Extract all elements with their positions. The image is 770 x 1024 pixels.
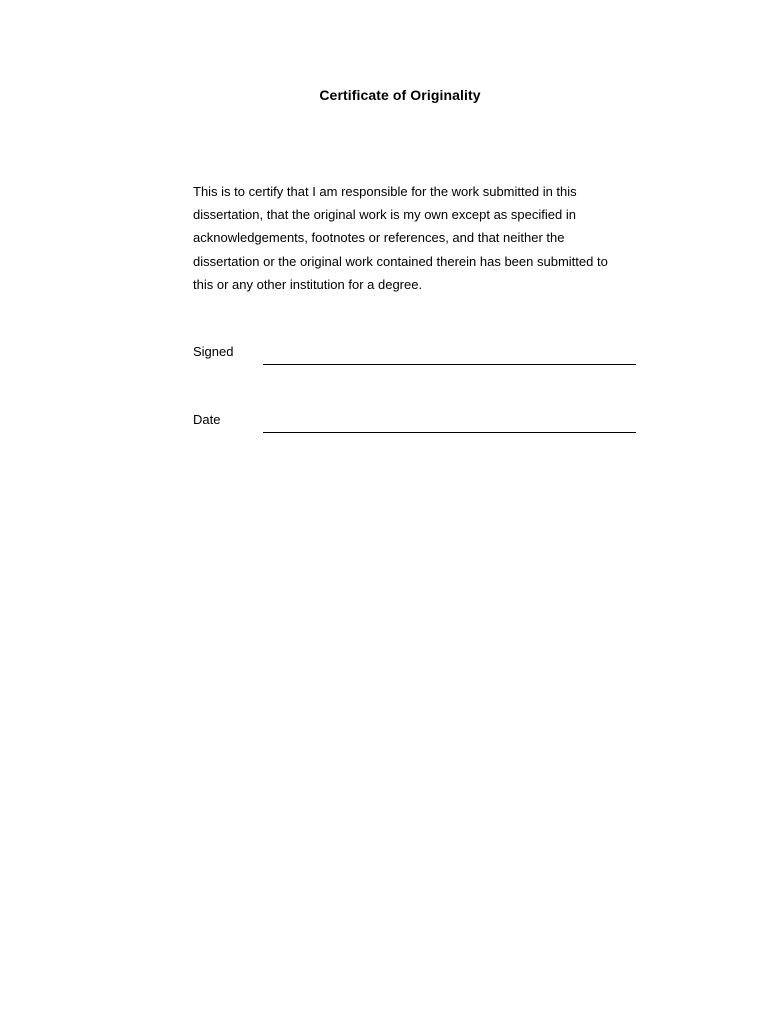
statement-line: This is to certify that I am responsible for the work submitted in this — [193, 184, 577, 199]
statement-line: this or any other institution for a degree. — [193, 276, 423, 292]
signature-field — [193, 344, 643, 368]
document-title: Certificate of Originality — [319, 87, 481, 103]
statement-line: acknowledgements, footnotes or references, and that neither the — [193, 230, 565, 246]
signed-label: Signed — [193, 344, 234, 359]
statement-line: dissertation, that the original work is my own except as specified in — [193, 207, 576, 223]
signature-line[interactable] — [263, 364, 636, 365]
certification-statement — [193, 180, 653, 296]
statement-line: dissertation or the original work contained therein has been submitted to — [193, 253, 608, 269]
date-field — [193, 412, 643, 436]
date-line[interactable] — [263, 432, 636, 433]
date-label: Date — [193, 412, 221, 427]
